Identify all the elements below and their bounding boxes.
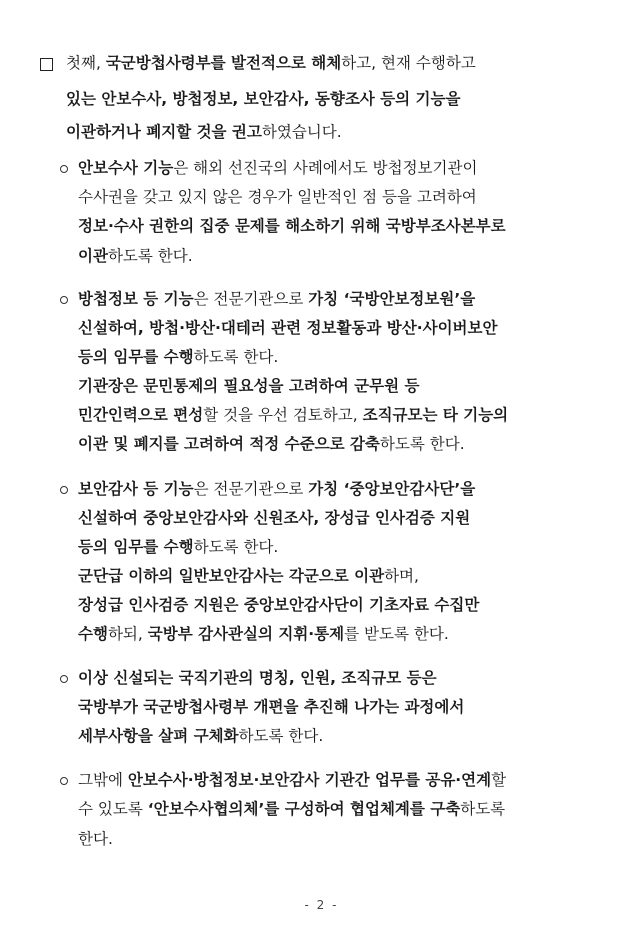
bold-text: 보안감사 등 기능 — [78, 480, 194, 498]
circle-bullet-icon — [60, 486, 68, 494]
intro-line — [66, 121, 342, 143]
bullet-line — [78, 696, 464, 718]
bullet-line — [78, 186, 477, 208]
bullet-line — [78, 245, 193, 267]
bold-text: 가칭 ‘국방안보정보원’을 — [308, 290, 476, 308]
text: 은 해외 선진국의 사례에서도 방첩정보기관이 — [173, 159, 478, 177]
text: 첫째, — [66, 54, 106, 72]
bold-text: 이관 및 폐지를 고려하여 적정 수준으로 감축 — [78, 435, 380, 453]
bullet-line — [78, 667, 437, 689]
bullet-line — [78, 565, 419, 587]
square-bullet-icon — [40, 58, 53, 71]
bullet-line — [78, 594, 479, 616]
bullet-line — [78, 478, 475, 500]
bullet-line — [78, 725, 323, 747]
bold-text: 이상 신설되는 국직기관의 명칭, 인원, 조직규모 등은 — [78, 669, 437, 687]
bold-text: 세부사항을 살펴 구체화 — [78, 727, 239, 745]
text: 하되, — [107, 625, 148, 643]
bullet-line — [78, 404, 508, 426]
bullet-line — [78, 433, 465, 455]
bold-text: 있는 안보수사, 방첩정보, 보안감사, 동향조사 등의 기능을 — [66, 90, 461, 108]
intro-line — [66, 88, 460, 110]
text: 하도록 한다. — [238, 727, 324, 745]
bullet-line — [78, 798, 505, 820]
text: 할 것을 우선 검토하고, — [203, 406, 363, 424]
text: 하며, — [384, 567, 419, 585]
text: 를 받도록 한다. — [344, 625, 449, 643]
bullet-line — [78, 769, 506, 791]
text: 하도록 한다. — [193, 538, 279, 556]
text: 하도록 — [460, 800, 506, 818]
bold-text: 민간인력으로 편성 — [78, 406, 204, 424]
circle-bullet-icon — [60, 777, 68, 785]
bullet-line — [78, 346, 278, 368]
bold-text: 국군방첩사령부를 발전적으로 해체 — [105, 54, 342, 72]
bullet-line — [78, 375, 419, 397]
bullet-line — [78, 828, 113, 850]
bold-text: 신설하여 중앙보안감사와 신원조사, 장성급 인사검증 지원 — [78, 509, 471, 527]
bullet-line — [78, 317, 497, 339]
text: 한다. — [78, 830, 113, 848]
text: 수사권을 갖고 있지 않은 경우가 일반적인 점 등을 고려하여 — [78, 188, 477, 206]
text: 은 전문기관으로 — [193, 290, 309, 308]
text: 은 전문기관으로 — [193, 480, 309, 498]
bold-text: 장성급 인사검증 지원은 중앙보안감사단이 기초자료 수집만 — [78, 596, 480, 614]
bold-text: 신설하여, 방첩·방산·대테러 관련 정보활동과 방산·사이버보안 — [78, 319, 498, 337]
circle-bullet-icon — [60, 296, 68, 304]
bullet-line — [78, 215, 506, 237]
text: 하도록 한다. — [193, 348, 279, 366]
bullet-line — [78, 157, 477, 179]
bullet-line — [78, 288, 475, 310]
bold-text: 안보수사 기능 — [78, 159, 174, 177]
text: 하도록 한다. — [379, 435, 465, 453]
bold-text: 조직규모는 타 기능의 — [362, 406, 509, 424]
bold-text: 기관장은 문민통제의 필요성을 고려하여 군무원 등 — [78, 377, 420, 395]
bold-text: 가칭 ‘중앙보안감사단’을 — [308, 480, 476, 498]
circle-bullet-icon — [60, 675, 68, 683]
bold-text: 군단급 이하의 일반보안감사는 각군으로 이관 — [78, 567, 385, 585]
bold-text: 국방부 감사관실의 지휘·통제 — [147, 625, 345, 643]
text: 하도록 한다. — [107, 247, 193, 265]
intro-line — [66, 52, 476, 74]
bullet-line — [78, 623, 449, 645]
bullet-line — [78, 507, 470, 529]
circle-bullet-icon — [60, 165, 68, 173]
text: 하였습니다. — [261, 123, 342, 141]
text: 하고, 현재 수행하고 — [341, 54, 476, 72]
bold-text: 수행 — [78, 625, 108, 643]
bold-text: 안보수사·방첩정보·보안감사 기관간 업무를 공유·연계 — [127, 771, 492, 789]
bold-text: 이관 — [78, 247, 108, 265]
bullet-line — [78, 536, 278, 558]
bold-text: ‘안보수사협의체’를 구성하여 협업체계를 구축 — [147, 800, 461, 818]
text: 수 있도록 — [78, 800, 148, 818]
text: 그밖에 — [78, 771, 128, 789]
page-number: - 2 - — [304, 898, 339, 912]
bold-text: 등의 임무를 수행 — [78, 348, 194, 366]
bold-text: 정보·수사 권한의 집중 문제를 해소하기 위해 국방부조사본부로 — [78, 217, 506, 235]
bold-text: 국방부가 국군방첩사령부 개편을 추진해 나가는 과정에서 — [78, 698, 465, 716]
bold-text: 등의 임무를 수행 — [78, 538, 194, 556]
bold-text: 방첩정보 등 기능 — [78, 290, 194, 308]
text: 할 — [491, 771, 507, 789]
bold-text: 이관하거나 폐지할 것을 권고 — [66, 123, 262, 141]
